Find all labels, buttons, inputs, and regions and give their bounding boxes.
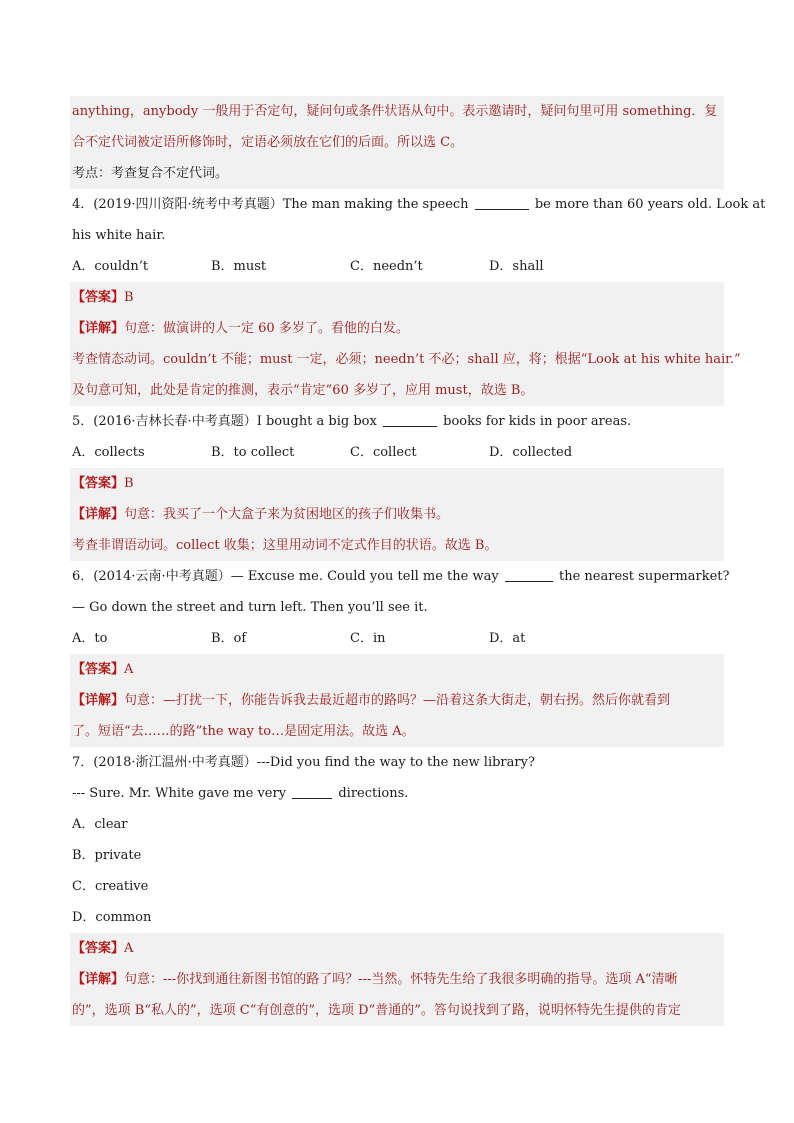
answer-line <box>70 282 724 313</box>
detail-line <box>70 499 724 530</box>
detail-text: 句意：我买了一个大盒子来为贫困地区的孩子们收集书。 <box>124 507 450 522</box>
option-b: B．must <box>211 259 267 274</box>
question-text: the nearest supermarket? <box>558 569 730 584</box>
answer-tag: 【答案】 <box>72 476 125 491</box>
option-c: C．in <box>350 631 386 646</box>
detail-line: 及句意可知，此处是肯定的推测，表示“肯定”60 多岁了，应用 must，故选 B。 <box>70 375 724 406</box>
option-d: D．common <box>72 910 152 925</box>
question-6 <box>70 561 730 592</box>
detail-tag: 【详解】 <box>72 693 125 708</box>
option-a: A．to <box>72 631 108 646</box>
detail-tag: 【详解】 <box>72 972 125 987</box>
answer-value: B <box>124 290 134 305</box>
question-7 <box>70 747 724 778</box>
answer-line <box>70 468 724 499</box>
question-text: The man making the speech <box>282 197 469 212</box>
option-a: A．clear <box>72 817 128 832</box>
question-text: I bought a big box <box>256 414 377 429</box>
answer-blank <box>383 411 437 427</box>
option-b: B．of <box>211 631 247 646</box>
detail-line: 考查非谓语动词。collect 收集；这里用动词不定式作目的状语。故选 B。 <box>70 530 724 561</box>
question-text: --- Sure. Mr. White gave me very <box>72 786 287 801</box>
question-text: ---Did you find the way to the new library? <box>256 755 535 770</box>
answer-tag: 【答案】 <box>72 290 125 305</box>
option-b: B．to collect <box>211 445 295 460</box>
question-source: 4．(2019·四川资阳·统考中考真题） <box>72 197 283 212</box>
answer-value: A <box>124 662 134 677</box>
question-text: — Go down the street and turn left. Then you’ll see it. <box>72 600 428 615</box>
answer-blank <box>505 566 553 582</box>
question-text: his white hair. <box>72 228 166 243</box>
detail-line <box>70 313 724 344</box>
options-row <box>70 437 724 468</box>
question-source: 6．(2014·云南·中考真题） <box>72 569 231 584</box>
question-text: books for kids in poor areas. <box>443 414 632 429</box>
answer-line <box>70 933 724 964</box>
option-d: D．collected <box>489 445 573 460</box>
option-c: C．collect <box>350 445 417 460</box>
detail-text: 句意：做演讲的人一定 60 多岁了。看他的白发。 <box>124 321 409 336</box>
question-5 <box>70 406 724 437</box>
options-row <box>70 623 724 654</box>
option-a: A．collects <box>72 445 145 460</box>
detail-line <box>70 685 724 716</box>
question-text-line <box>70 778 724 809</box>
detail-tag: 【详解】 <box>72 321 125 336</box>
option-b: B．private <box>72 848 142 863</box>
explanation-line: 合不定代词被定语所修饰时，定语必须放在它们的后面。所以选 C。 <box>70 127 724 158</box>
question-4 <box>70 189 766 220</box>
question-source: 5．(2016·吉林长春·中考真题） <box>72 414 257 429</box>
explanation-line: anything，anybody 一般用于否定句，疑问句或条件状语从句中。表示邀请时，疑问句里可用 something．复 <box>70 96 724 127</box>
options-row <box>70 251 724 282</box>
detail-tag: 【详解】 <box>72 507 125 522</box>
answer-value: A <box>124 941 134 956</box>
answer-line <box>70 654 724 685</box>
option-a: A．couldn’t <box>72 259 149 274</box>
detail-line <box>70 964 724 995</box>
answer-tag: 【答案】 <box>72 662 125 677</box>
answer-tag: 【答案】 <box>72 941 125 956</box>
option-d: D．shall <box>489 259 544 274</box>
detail-line: 考查情态动词。couldn’t 不能；must 一定，必须；needn’t 不必；shall 应，将；根据“Look at his white hair.” <box>70 344 724 375</box>
option-c: C．needn’t <box>350 259 423 274</box>
answer-value: B <box>124 476 134 491</box>
detail-line: 了。短语“去……的路”the way to…是固定用法。故选 A。 <box>70 716 724 747</box>
detail-text: 句意：—打扰一下，你能告诉我去最近超市的路吗？—沿着这条大街走，朝右拐。然后你就看到 <box>124 693 671 708</box>
question-text: — Excuse me. Could you tell me the way <box>230 569 499 584</box>
option-d: D．at <box>489 631 526 646</box>
answer-blank <box>475 194 529 210</box>
kaodian-line: 考点：考查复合不定代词。 <box>70 158 724 189</box>
answer-blank <box>292 783 332 799</box>
worksheet-page <box>70 96 766 1026</box>
option-c: C．creative <box>72 879 149 894</box>
question-text: be more than 60 years old. Look at <box>534 197 766 212</box>
question-text: directions. <box>338 786 409 801</box>
detail-text: 句意：---你找到通往新图书馆的路了吗？---当然。怀特先生给了我很多明确的指导。选项 A“清晰 <box>124 972 678 987</box>
detail-line: 的”，选项 B“私人的”，选项 C“有创意的”，选项 D“普通的”。答句说找到了路，说明怀特先生提供的肯定 <box>70 995 724 1026</box>
question-source: 7．(2018·浙江温州·中考真题） <box>72 755 257 770</box>
